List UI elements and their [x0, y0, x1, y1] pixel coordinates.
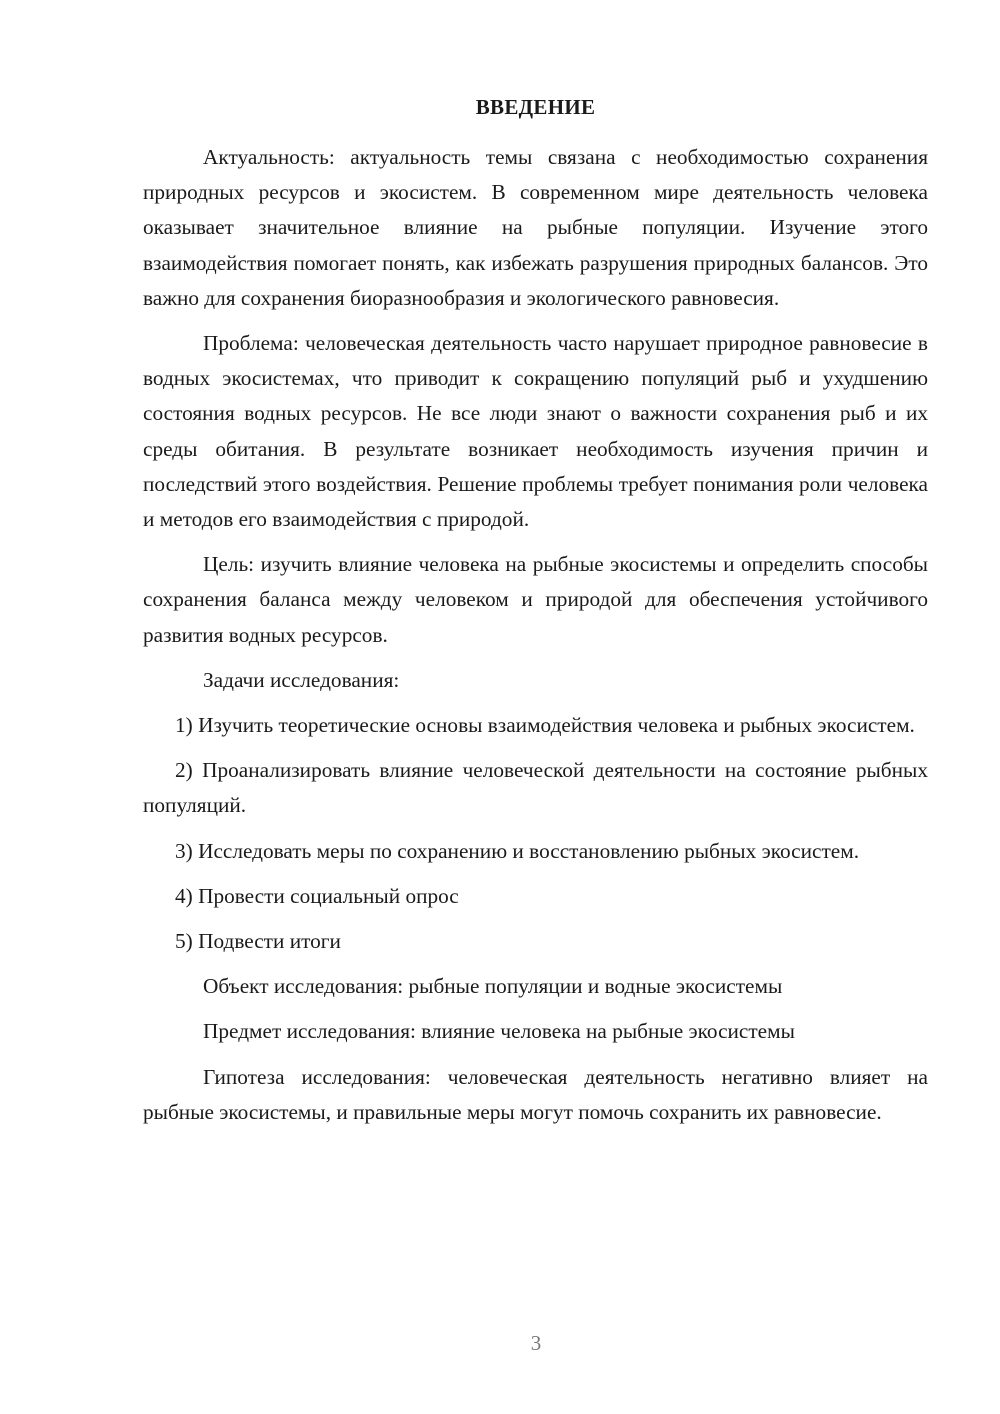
problem-paragraph: Проблема: человеческая деятельность часто нарушает природное равновесие в водных экосистемах, что приводит к сокращению популяций рыб и ухудшению состояния водных ресурсов. Не все люди знают о важности сохранения рыб и их среды обитания. В результате возникает необходимость изучения причин и последствий этого воздействия. Решение проблемы требует понимания роли человека и методов его взаимодействия с природой.	[143, 331, 928, 532]
page-title: ВВЕДЕНИЕ	[475, 95, 596, 119]
document-page	[143, 90, 928, 1130]
relevance-paragraph: Актуальность: актуальность темы связана с необходимостью сохранения природных ресурсов и экосистем. В современном мире деятельность человека оказывает значительное влияние на рыбные популяции. Изучение этого взаимодействия помогает понять, как избежать разрушения природных балансов. Это важно для сохранения биоразнообразия и экологического равновесия.	[143, 145, 928, 310]
task-item-5: 5) Подвести итоги	[175, 929, 341, 954]
task-item-4: 4) Провести социальный опрос	[175, 883, 459, 908]
page-number: 3	[530, 1331, 542, 1355]
research-object: Объект исследования: рыбные популяции и водные экосистемы	[203, 974, 783, 999]
research-subject: Предмет исследования: влияние человека на рыбные экосистемы	[203, 1019, 795, 1044]
goal-paragraph: Цель: изучить влияние человека на рыбные экосистемы и определить способы сохранения баланса между человеком и природой для обеспечения устойчивого развития водных ресурсов.	[143, 552, 928, 647]
tasks-heading: Задачи исследования:	[203, 667, 400, 692]
task-item-1: 1) Изучить теоретические основы взаимодействия человека и рыбных экосистем.	[175, 713, 915, 738]
task-item-3: 3) Исследовать меры по сохранению и восстановлению рыбных экосистем.	[175, 838, 860, 863]
task-item-2: 2) Проанализировать влияние человеческой деятельности на состояние рыбных популяций.	[143, 758, 928, 818]
research-hypothesis: Гипотеза исследования: человеческая деятельность негативно влияет на рыбные экосистемы, и правильные меры могут помочь сохранить их равновесие.	[143, 1064, 928, 1124]
